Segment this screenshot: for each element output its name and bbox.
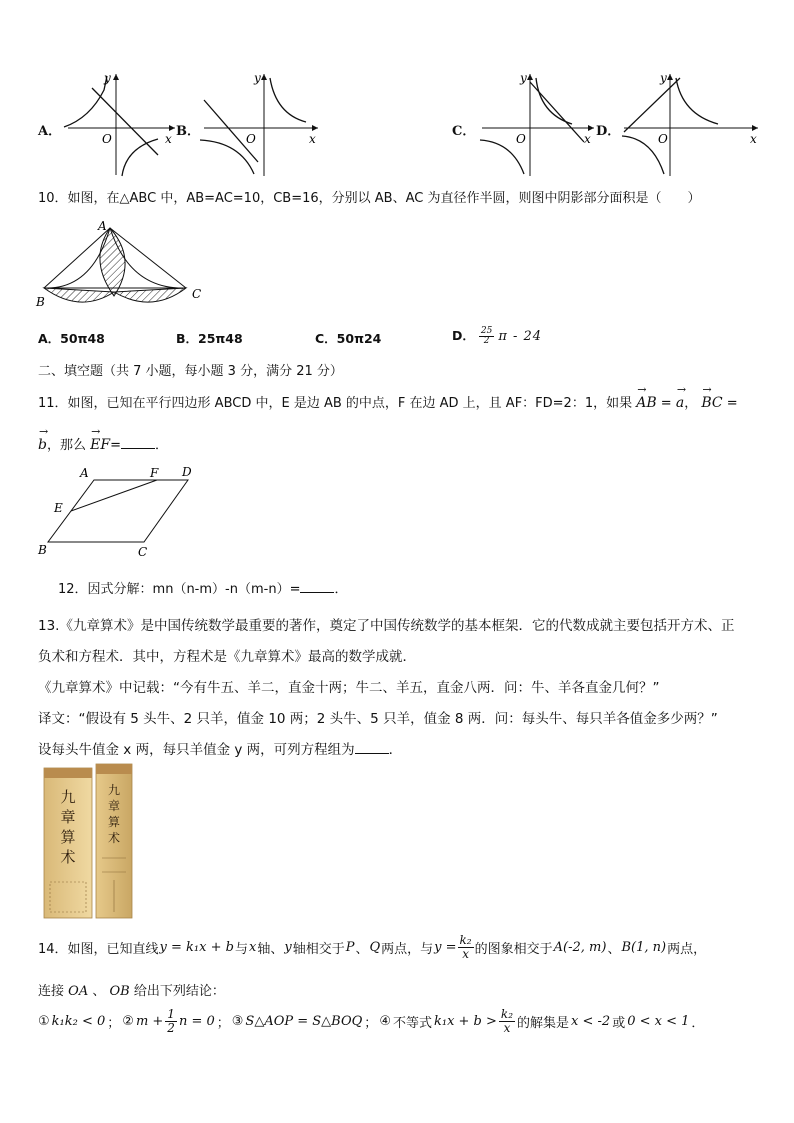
option-c-x-label: x: [584, 132, 591, 146]
q13-period: ．: [388, 742, 403, 758]
q12-line: [58, 578, 347, 597]
jiuzhang-book-image: [40, 762, 136, 922]
q14-point-p: P: [345, 940, 355, 955]
option-d-graph: [618, 70, 763, 180]
q11-vector-ef: → EF: [90, 437, 110, 453]
q11-vector-ab: → AB: [636, 395, 656, 411]
q14-c4-end: ．: [691, 1016, 705, 1031]
svg-text:算: 算: [107, 815, 121, 829]
q11-eq-3: =: [110, 438, 121, 453]
q14-c4-ineq: k₁x + b >: [433, 1014, 497, 1029]
q9-option-a: [38, 70, 178, 180]
option-d-x-label: x: [750, 132, 757, 146]
q11-eq-2: =: [722, 396, 738, 411]
q14-stem-i: 两点，: [667, 942, 707, 957]
q10-option-d-rest: π - 24: [498, 329, 543, 344]
option-a-y-label: y: [104, 71, 111, 85]
q14-line2: [38, 980, 225, 999]
option-c-y-label: y: [520, 71, 527, 85]
q14-conclusions: [38, 1008, 704, 1035]
q13-prompt: 设每头牛值金 x 两，每只羊值金 y 两，可列方程组为: [38, 742, 355, 758]
q14-c4-sol2: 0 < x < 1: [627, 1014, 690, 1029]
q10-option-d-num: 25: [480, 326, 493, 336]
q10-option-d-fraction: [479, 327, 494, 346]
q14-c1-sep: ；: [107, 1016, 121, 1031]
q14-sep: 、: [92, 984, 106, 999]
q11-point-b: B: [38, 543, 47, 557]
q11-period: ．: [154, 438, 168, 453]
section-2-heading: 二、填空题（共 7 小题，每小题 3 分，满分 21 分）: [38, 364, 343, 379]
q11-line1: [38, 392, 738, 411]
q14-c2-post: n = 0: [178, 1014, 215, 1029]
q12-stem: 12．因式分解：mn（n-m）-n（m-n）=: [58, 582, 301, 597]
q14-c4-or: 或: [612, 1016, 626, 1031]
q10-point-b: B: [36, 295, 45, 309]
q14-c4-pre: 不等式: [392, 1016, 432, 1031]
book-title-char-3: 算: [60, 828, 76, 846]
q10-figure: [34, 218, 214, 310]
q13-line5: [38, 738, 402, 758]
q14-c2-fraction: [165, 1008, 177, 1035]
q14-c3-label: ③: [231, 1014, 244, 1029]
q14-stem-g: 的图象相交于: [474, 942, 553, 957]
q11-point-a: A: [80, 466, 89, 480]
q14-stem-c: 轴、: [257, 942, 284, 957]
q11-line2: [38, 434, 168, 453]
q13-line4: 译文：“假设有 5 头牛、2 只羊，值金 10 两；2 头牛、5 只羊，值金 8 两．问：每头牛、每只羊各值金多少两？”: [38, 711, 718, 727]
q10-option-d: [452, 326, 542, 346]
book-title-char-1: 九: [60, 788, 76, 806]
option-a-origin: O: [102, 132, 112, 146]
q11-point-c: C: [138, 545, 148, 558]
option-b-x-label: x: [309, 132, 316, 146]
q10-option-b: B．25π48: [176, 331, 243, 346]
option-d-origin: O: [658, 132, 668, 146]
option-a-x-label: x: [165, 132, 172, 146]
q11-then: ，那么: [46, 438, 86, 453]
option-c-origin: O: [516, 132, 526, 146]
q14-c2-den: 2: [167, 1021, 175, 1035]
svg-text:九: 九: [107, 783, 121, 797]
q14-line1: [38, 934, 706, 961]
q14-stem-h: 、: [607, 942, 621, 957]
option-c-graph: [476, 70, 598, 180]
q14-c1: k₁k₂ < 0: [51, 1014, 106, 1029]
q11-vector-a: → a: [676, 395, 684, 411]
q14-c4-num: k₂: [500, 1007, 514, 1021]
q14-stem-a: 14．如图，已知直线: [38, 942, 159, 957]
option-b-graph: [198, 70, 323, 180]
q14-y-axis-var: y: [284, 940, 292, 955]
q14-point-a: A(-2, m): [553, 940, 607, 955]
q11-parallelogram-figure: [34, 462, 204, 558]
q12-period: ．: [334, 582, 348, 597]
q12-answer-blank[interactable]: [300, 580, 334, 593]
q10-point-c: C: [192, 287, 202, 301]
q14-c1-label: ①: [38, 1014, 50, 1029]
option-d-label: D．: [596, 124, 621, 139]
q14-stem-d: 轴相交于: [292, 942, 345, 957]
q14-point-b: B(1, n): [621, 940, 667, 955]
q9-option-c: [452, 70, 602, 180]
q14-c3: S△AOP = S△BOQ: [245, 1014, 363, 1029]
q11-vector-b: → b: [38, 437, 47, 453]
q14-hyperbola-fraction: [458, 934, 474, 961]
option-b-origin: O: [246, 132, 256, 146]
q13-line1: 13.《九章算术》是中国传统数学最重要的著作，奠定了中国传统数学的基本框架．它的代数成就主要包括开方术、正: [38, 618, 735, 634]
option-b-y-label: y: [254, 71, 261, 85]
q10-option-d-den: 2: [483, 336, 490, 346]
q14-stem-b: 与: [234, 942, 248, 957]
q14-connect: 连接: [38, 984, 65, 999]
q14-segment-ob: OB: [109, 984, 130, 999]
q14-x-axis-var: x: [248, 940, 257, 955]
q14-c4-fraction: [499, 1008, 515, 1035]
q11-answer-blank[interactable]: [121, 436, 155, 449]
q11-stem: 11．如图，已知在平行四边形 ABCD 中，E 是边 AB 的中点，F 在边 AD 上，且 AF：FD=2：1，如果: [38, 396, 633, 411]
option-a-graph: [60, 70, 180, 180]
q11-vector-bc: → BC: [701, 395, 722, 411]
q9-option-b: [176, 70, 326, 180]
q13-answer-blank[interactable]: [355, 741, 389, 754]
q14-c3-sep: ；: [364, 1016, 378, 1031]
q13-line2: 负术和方程术．其中，方程术是《九章算术》最高的数学成就．: [38, 649, 416, 665]
q14-c4-den: x: [503, 1021, 511, 1035]
q10-option-c: C．50π24: [315, 331, 382, 346]
q11-eq-1: =: [656, 396, 676, 411]
q14-line-equation: y = k₁x + b: [159, 940, 234, 955]
svg-text:章: 章: [107, 799, 121, 813]
q11-point-e: E: [54, 501, 63, 515]
q10-point-a: A: [98, 219, 107, 233]
q14-c4-sol1: x < -2: [571, 1014, 611, 1029]
q10-stem: 10．如图，在△ABC 中，AB=AC=10，CB=16，分别以 AB、AC 为直径作半圆，则图中阴影部分面积是（ ）: [38, 191, 701, 206]
q14-hyperbola-lhs: y =: [434, 940, 457, 955]
q14-stem-e: 、: [355, 942, 369, 957]
q10-option-d-label: D．: [452, 328, 475, 343]
q14-frac-num: k₂: [459, 933, 472, 947]
q14-c2-label: ②: [122, 1014, 134, 1029]
book-title-char-4: 术: [60, 848, 76, 866]
q11-point-d: D: [182, 465, 192, 479]
book-title-char-2: 章: [60, 808, 76, 826]
q14-frac-den: x: [462, 947, 469, 961]
q14-segment-oa: OA: [68, 984, 89, 999]
option-c-label: C．: [452, 124, 476, 139]
option-d-y-label: y: [660, 71, 667, 85]
q14-c2-num: 1: [167, 1007, 175, 1021]
q11-sep: ，: [684, 396, 698, 411]
option-a-label: A．: [38, 124, 62, 139]
svg-text:术: 术: [107, 831, 121, 845]
q14-c4-mid: 的解集是: [517, 1016, 570, 1031]
q14-stem-f: 两点，与: [381, 942, 434, 957]
q14-c2-sep: ；: [216, 1016, 230, 1031]
option-b-label: B．: [176, 124, 200, 139]
q13-line3: 《九章算术》中记载：“今有牛五、羊二，直金十两；牛二、羊五，直金八两．问：牛、羊各直金几何？”: [38, 680, 660, 696]
q14-point-q: Q: [369, 940, 381, 955]
q11-point-f: F: [150, 466, 159, 480]
q14-c4-label: ④: [379, 1014, 391, 1029]
q10-option-a: A．50π48: [38, 331, 105, 346]
q14-c2-pre: m +: [135, 1014, 164, 1029]
q14-conclusions-intro: 给出下列结论：: [133, 984, 225, 999]
q9-option-d: [596, 70, 766, 180]
